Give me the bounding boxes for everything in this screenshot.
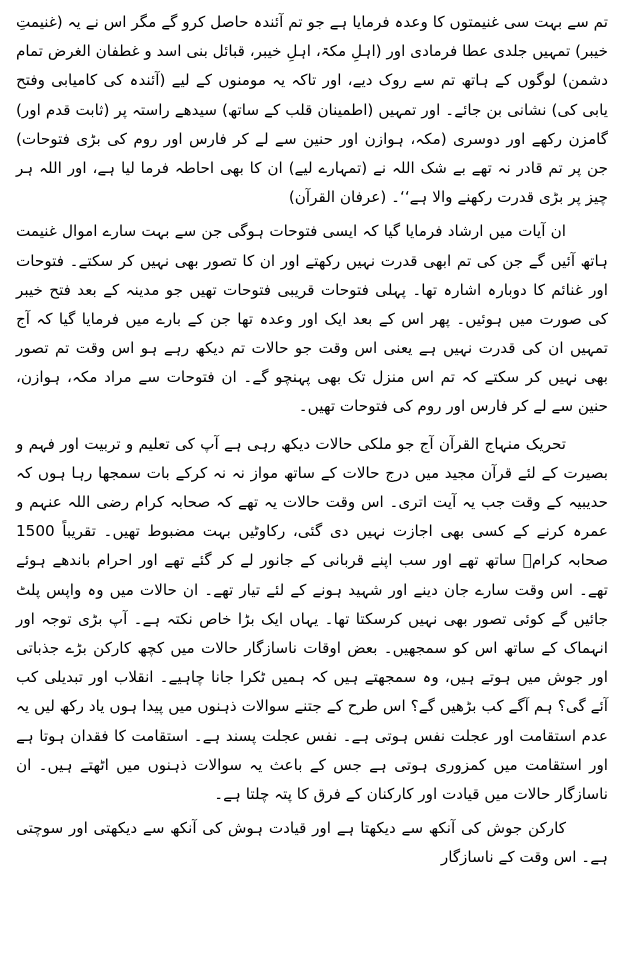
paragraph-2: ان آیات میں ارشاد فرمایا گیا کہ ایسی فتوحات ہوگی جن سے بہت سارے اموال غنیمت ہاتھ آئیں گے جن کی تم ابھی قدرت نہیں رکھتے اور ان کا تصور بھی نہیں کر سکتے۔ فتوحات اور غنائم کا دوبارہ اشارہ تھا۔ پہلی فتوحات قریبی فتوحات تھیں جو مدینہ کے بعد فتح خیبر کی صورت میں ہوئیں۔ پھر اس کے بعد ایک اور وعدہ تھا جن کے بارے میں فرمایا گیا کہ آج تمہیں ان کی قدرت نہیں ہے یعنی اس وقت جو حالات تم دیکھ رہے ہو اس وقت تم تصور بھی نہیں کر سکتے کہ تم اس منزل تک بھی پہنچو گے۔ ان فتوحات سے مراد مکہ، ہوازن، حنین سے لے کر فارس اور روم کی فتوحات تھیں۔: [16, 222, 608, 416]
paragraph-spacer: [16, 423, 608, 430]
document-body: [16, 8, 608, 872]
paragraph-3: تحریک منہاج القرآن آج جو ملکی حالات دیکھ رہی ہے آپ کی تعلیم و تربیت اور فہم و بصیرت کے لئے قرآن مجید میں درج حالات کے ساتھ مواز نہ نہ کرکے بات سمجھا رہا ہوں کہ حدیبیہ کے وقت جب یہ آیت اتری۔ اس وقت حالات یہ تھے کہ صحابہ کرام رضی اللہ عنہم و عمرہ کرنے کے کسی بھی اجازت نہیں دی گئی، رکاوٹیں بہت مضبوط تھیں۔ تقریباً 1500 صحابہ کرامؓ ساتھ تھے اور سب اپنے قربانی کے جانور لے کر گئے تھے اور احرام باندھے ہوئے تھے۔ اس وقت سارے جان دینے اور شہید ہونے کے لئے تیار تھے۔ ان حالات میں وہ واپس پلٹ جائیں گے کوئی تصور بھی نہیں کرسکتا تھا۔ یہاں ایک بڑا خاص نکتہ ہے۔ آپ بڑی توجہ اور انہماک کے ساتھ اس کو سمجھیں۔ بعض اوقات ناسازگار حالات میں کچھ کارکن بڑے جذباتی اور جوش میں ہوتے ہیں، وہ سمجھتے ہیں کہ ہمیں ٹکرا جانا چاہیے۔ انقلاب اور تبدیلی کب آئے گی؟ ہم آگے کب بڑھیں گے؟ اس طرح کے جتنے سوالات ذہنوں میں پیدا ہوں یاد رکھ لیں یہ عدم استقامت اور عجلت نفس ہوتی ہے۔ نفس عجلت پسند ہے۔ استقامت کا فقدان ہوتا ہے اور استقامت میں کمزوری ہوتی ہے جس کے باعث یہ سوالات ذہنوں میں اٹھتے ہیں۔ ان ناسازگار حالات میں قیادت اور کارکنان کے فرق کا پتہ چلتا ہے۔: [16, 434, 608, 803]
paragraph-4: کارکن جوش کی آنکھ سے دیکھتا ہے اور قیادت ہوش کی آنکھ سے دیکھتی اور سوچتی ہے۔ اس وقت کے ناسازگار: [16, 819, 608, 867]
paragraph-1: تم سے بہت سی غنیمتوں کا وعدہ فرمایا ہے جو تم آئندہ حاصل کرو گے مگر اس نے یہ (غنیمتِ خیبر) تمہیں جلدی عطا فرمادی اور (اہلِ مکۃ، اہلِ خیبر، قبائل بنی اسد و غطفان الغرض تمام دشمن) لوگوں کے ہاتھ تم سے روک دیے، اور تاکہ یہ مومنوں کے لیے (آئندہ کی کامیابی وفتح یابی کی) نشانی بن جائے۔ اور تمہیں (اطمینان قلب کے ساتھ) سیدھے راستہ پر (ثابت قدم اور) گامزن رکھے اور دوسری (مکہ، ہوازن اور حنین سے لے کر فارس اور روم کی بڑی فتوحات) جن پر تم قادر نہ تھے بے شک اللہ نے (تمہارے لیے) ان کا بھی احاطہ فرما لیا ہے، اور اللہ ہر چیز پر بڑی قدرت رکھنے والا ہے‘‘۔ (عرفان القرآن): [16, 13, 608, 207]
